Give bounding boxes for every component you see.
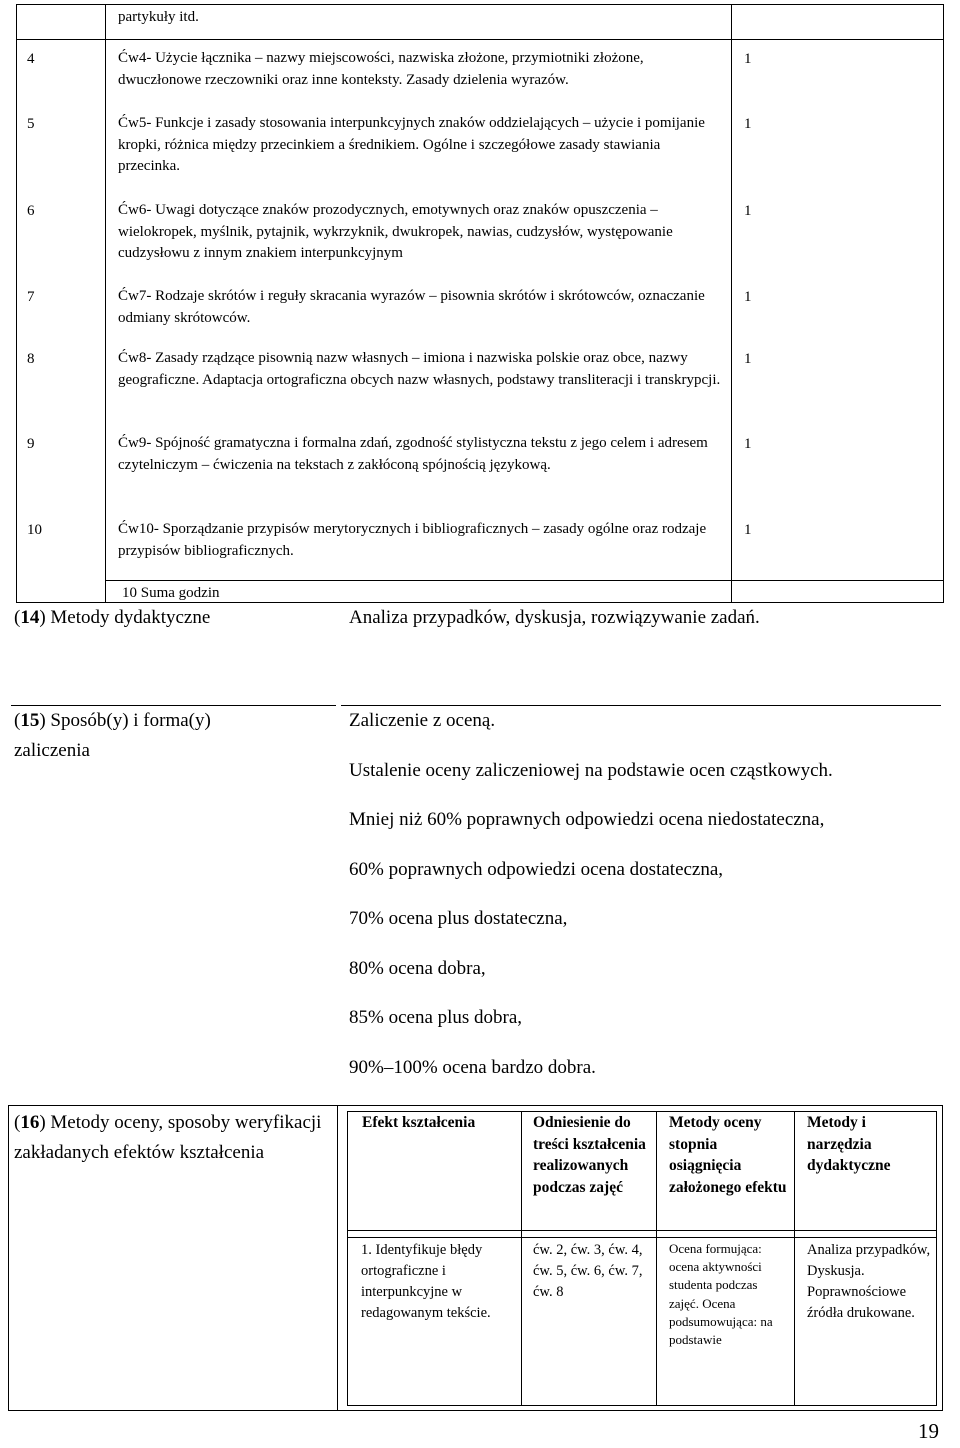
- row-topic: Ćw8- Zasady rządzące pisownią nazw własnych – imiona i nazwiska polskie oraz obce, nazwy geograficzne. Adaptacja ortograficzna obcych nazw własnych, podstawy transliteracji i transkrypcji.: [118, 350, 721, 388]
- row-hours: 1: [744, 51, 752, 67]
- table-row-divider: [16, 39, 944, 40]
- table-divider: [731, 4, 732, 602]
- row-hours: 1: [744, 203, 752, 219]
- section-14-number: 14: [20, 607, 40, 628]
- row-number: 5: [27, 116, 35, 132]
- grid-line: [347, 1405, 937, 1406]
- section-16-title: Metody oceny, sposoby weryfikacji zakładanych efektów kształcenia: [14, 1112, 322, 1163]
- section-15-title: Sposób(y) i forma(y): [50, 710, 211, 731]
- table-border-left: [16, 4, 17, 602]
- row-hours: 1: [744, 289, 752, 305]
- row-hours: 1: [744, 351, 752, 367]
- assessment-line: Zaliczenie z oceną.: [349, 710, 496, 731]
- grid-line: [347, 1111, 348, 1405]
- row-hours: 1: [744, 116, 752, 132]
- section-16-number: 16: [20, 1112, 40, 1133]
- grid-line: [936, 1111, 937, 1405]
- row-number: 8: [27, 351, 35, 367]
- section-14-value: Analiza przypadków, dyskusja, rozwiązywanie zadań.: [349, 607, 760, 628]
- cell-methods: Ocena formująca: ocena aktywności studenta podczas zajęć. Ocena podsumowująca: na podstawie: [669, 1241, 773, 1348]
- assessment-line: Mniej niż 60% poprawnych odpowiedzi ocena niedostateczna,: [349, 809, 825, 830]
- section-border-left: [8, 1105, 9, 1411]
- assessment-line: 70% ocena plus dostateczna,: [349, 908, 568, 929]
- assessment-line: 80% ocena dobra,: [349, 957, 486, 979]
- grid-line: [656, 1111, 657, 1405]
- section-14-label: (14) Metody dydaktyczne: [14, 607, 211, 628]
- row-number: 7: [27, 289, 35, 305]
- section-14-title: Metody dydaktyczne: [50, 607, 211, 628]
- table-border-right: [943, 4, 944, 602]
- header-methods: Metody oceny stopnia osiągnięcia założonego efektu: [669, 1114, 787, 1196]
- page-number: 19: [918, 1419, 939, 1443]
- assessment-line: 60% poprawnych odpowiedzi ocena dostateczna,: [349, 858, 724, 880]
- row-topic: Ćw5- Funkcje i zasady stosowania interpunkcyjnych znaków oddzielających – użycie i pomijanie kropki, różnica między przecinkiem a średnikiem. Ogólne i szczegółowe zasady stawiania przecinka.: [118, 115, 705, 174]
- row-continuation-text: partykuły itd.: [118, 9, 199, 25]
- row-hours: 1: [744, 436, 752, 452]
- row-topic: Ćw9- Spójność gramatyczna i formalna zdań, zgodność stylistyczna tekstu z jego celem i adresem czytelniczym – ćwiczenia na tekstach z zakłóconą spójnością językową.: [118, 435, 708, 473]
- header-reference: Odniesienie do treści kształcenia realizowanych podczas zajęć: [533, 1114, 646, 1196]
- row-topic: Ćw10- Sporządzanie przypisów merytorycznych i bibliograficznych – zasady ogólne oraz rodzaje przypisów bibliograficznych.: [118, 521, 707, 559]
- section-16-label: (16) Metody oceny, sposoby weryfikacji zakładanych efektów kształcenia: [14, 1112, 322, 1163]
- grid-line: [347, 1237, 937, 1238]
- section-divider: [337, 1105, 338, 1411]
- cell-effect: 1. Identyfikuje błędy ortograficzne i interpunkcyjne w redagowanym tekście.: [361, 1242, 491, 1321]
- section-border-right: [942, 1105, 943, 1411]
- row-number: 9: [27, 436, 35, 452]
- section-border-top: [8, 1105, 943, 1106]
- table-row-divider: [105, 580, 944, 581]
- grid-line: [521, 1111, 522, 1405]
- assessment-line: Ustalenie oceny zaliczeniowej na podstawie ocen cząstkowych.: [349, 759, 833, 781]
- section-15-number: 15: [20, 710, 40, 731]
- assessment-line: 85% ocena plus dobra,: [349, 1007, 523, 1028]
- cell-tools: Analiza przypadków, Dyskusja. Poprawnościowe źródła drukowane.: [807, 1242, 931, 1321]
- assessment-lines: [349, 706, 949, 1102]
- row-number: 10: [27, 522, 42, 538]
- table-border-top: [16, 4, 944, 5]
- cell-reference: ćw. 2, ćw. 3, ćw. 4, ćw. 5, ćw. 6, ćw. 7, ćw. 8: [533, 1242, 643, 1300]
- row-topic: Ćw4- Użycie łącznika – nazwy miejscowości, nazwiska złożone, przymiotniki złożone, dwuczłonowe rzeczowniki oraz inne konteksty. Zasady dzielenia wyrazów.: [118, 50, 644, 88]
- sum-hours: 10 Suma godzin: [122, 585, 220, 601]
- grid-line: [347, 1230, 937, 1231]
- section-15-label: (15) Sposób(y) i forma(y): [14, 710, 211, 731]
- section-border-bottom: [8, 1410, 943, 1411]
- grid-line: [794, 1111, 795, 1405]
- row-number: 6: [27, 203, 35, 219]
- row-topic: Ćw7- Rodzaje skrótów i reguły skracania wyrazów – pisownia skrótów i skrótowców, oznaczanie odmiany skrótowców.: [118, 288, 705, 326]
- header-tools: Metody i narzędzia dydaktyczne: [807, 1114, 891, 1174]
- assessment-line: 90%–100% ocena bardzo dobra.: [349, 1056, 596, 1078]
- row-hours: 1: [744, 522, 752, 538]
- row-number: 4: [27, 51, 35, 67]
- header-effect: Efekt kształcenia: [362, 1114, 476, 1131]
- table-divider: [105, 4, 106, 602]
- row-topic: Ćw6- Uwagi dotyczące znaków prozodycznych, emotywnych oraz znaków opuszczenia – wielokropek, myślnik, pytajnik, wykrzyknik, dwukropek, nawias, cudzysłów, występowanie cudzysłowu z innym znakiem interpunkcyjnym: [118, 202, 673, 261]
- section-15-title-line2: zaliczenia: [14, 740, 90, 761]
